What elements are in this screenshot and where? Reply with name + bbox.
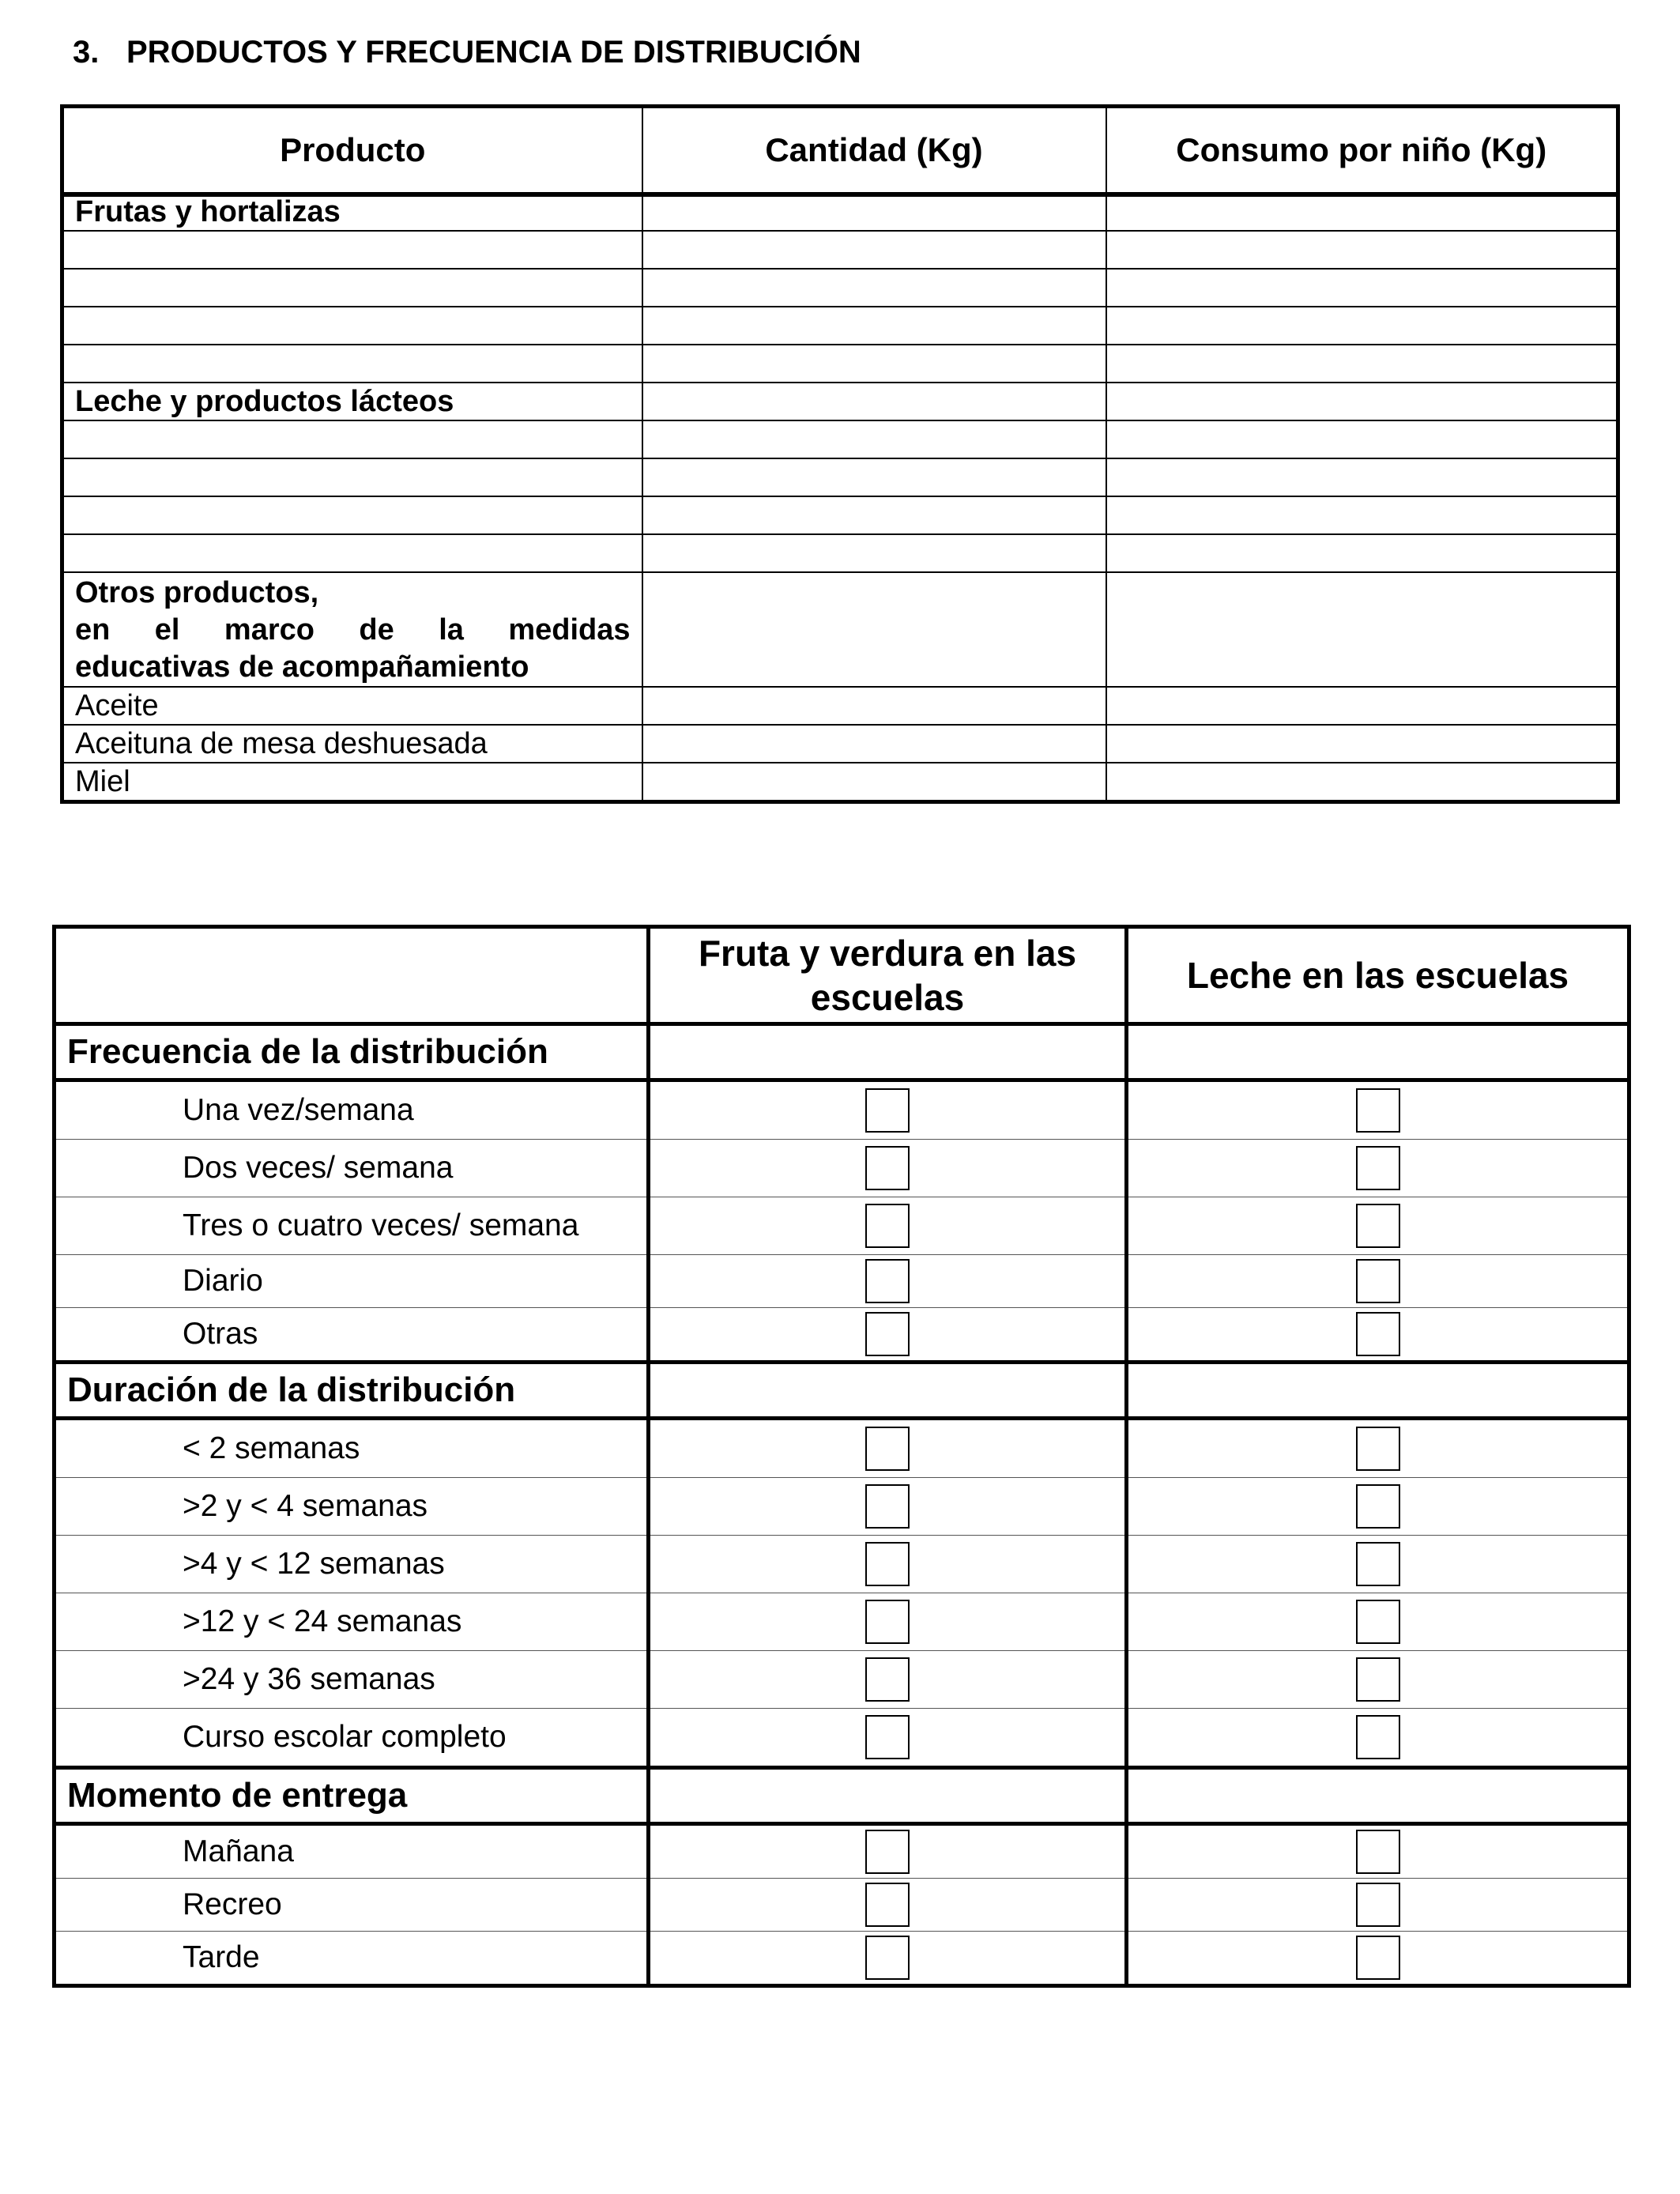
item-aceite: Aceite <box>62 687 642 725</box>
option-label: Tres o cuatro veces/ semana <box>55 1197 649 1255</box>
cantidad-cell[interactable] <box>642 496 1106 534</box>
header-fruta-verdura: Fruta y verdura en las escuelas <box>649 927 1127 1024</box>
cantidad-cell[interactable] <box>642 458 1106 496</box>
option-row <box>55 1080 1629 1140</box>
item-miel: Miel <box>62 763 642 802</box>
section-title: Momento de entrega <box>55 1768 649 1824</box>
option-row <box>55 1593 1629 1651</box>
section-title: Duración de la distribución <box>55 1363 649 1419</box>
option-label: Recreo <box>55 1879 649 1932</box>
consumo-cell[interactable] <box>1106 269 1618 307</box>
option-label: Mañana <box>55 1824 649 1879</box>
producto-cell[interactable] <box>62 534 642 572</box>
cantidad-cell[interactable] <box>642 383 1106 420</box>
option-label: Diario <box>55 1255 649 1308</box>
leche-checkbox[interactable] <box>1356 1259 1400 1303</box>
otros-line-3: educativas de acompañamiento <box>75 650 529 684</box>
leche-checkbox[interactable] <box>1356 1600 1400 1644</box>
leche-checkbox[interactable] <box>1356 1204 1400 1248</box>
cantidad-cell[interactable] <box>642 725 1106 763</box>
table-row <box>62 194 1618 231</box>
option-row <box>55 1478 1629 1536</box>
leche-checkbox[interactable] <box>1356 1883 1400 1927</box>
option-row <box>55 1419 1629 1478</box>
fruta-checkbox[interactable] <box>865 1484 910 1529</box>
option-row <box>55 1140 1629 1197</box>
fruta-checkbox[interactable] <box>865 1312 910 1356</box>
leche-checkbox[interactable] <box>1356 1146 1400 1190</box>
option-label: Dos veces/ semana <box>55 1140 649 1197</box>
distribution-table <box>52 925 1631 1988</box>
option-label: >4 y < 12 semanas <box>55 1536 649 1593</box>
table-row <box>62 420 1618 458</box>
empty-cell <box>649 1768 1127 1824</box>
products-header-row <box>62 107 1618 195</box>
section-title: Frecuencia de la distribución <box>55 1024 649 1080</box>
group-label-leche: Leche y productos lácteos <box>62 383 642 420</box>
table-row <box>62 534 1618 572</box>
empty-cell <box>649 1024 1127 1080</box>
header-consumo: Consumo por niño (Kg) <box>1106 107 1618 195</box>
option-label: Una vez/semana <box>55 1080 649 1140</box>
consumo-cell[interactable] <box>1106 383 1618 420</box>
table-row <box>62 763 1618 802</box>
consumo-cell[interactable] <box>1106 687 1618 725</box>
leche-checkbox[interactable] <box>1356 1715 1400 1759</box>
header-cantidad: Cantidad (Kg) <box>642 107 1106 195</box>
section-row-duracion <box>55 1363 1629 1419</box>
otros-line-2: en el marco de la medidas <box>75 613 631 647</box>
group-label-otros <box>62 572 642 687</box>
producto-cell[interactable] <box>62 496 642 534</box>
table-row <box>62 231 1618 269</box>
consumo-cell[interactable] <box>1106 458 1618 496</box>
section-title: PRODUCTOS Y FRECUENCIA DE DISTRIBUCIÓN <box>126 35 861 70</box>
section-number: 3. <box>73 35 100 70</box>
header-leche: Leche en las escuelas <box>1127 927 1629 1024</box>
option-label: Tarde <box>55 1932 649 1986</box>
cantidad-cell[interactable] <box>642 420 1106 458</box>
products-table <box>60 104 1620 804</box>
cantidad-cell[interactable] <box>642 687 1106 725</box>
producto-cell[interactable] <box>62 458 642 496</box>
fruta-checkbox[interactable] <box>865 1600 910 1644</box>
table-row <box>62 383 1618 420</box>
cantidad-cell[interactable] <box>642 345 1106 383</box>
consumo-cell[interactable] <box>1106 307 1618 345</box>
leche-checkbox[interactable] <box>1356 1936 1400 1980</box>
consumo-cell[interactable] <box>1106 725 1618 763</box>
consumo-cell[interactable] <box>1106 496 1618 534</box>
empty-cell <box>649 1363 1127 1419</box>
cantidad-cell[interactable] <box>642 572 1106 687</box>
fruta-checkbox[interactable] <box>865 1542 910 1586</box>
leche-checkbox[interactable] <box>1356 1830 1400 1874</box>
option-row <box>55 1824 1629 1879</box>
fruta-checkbox[interactable] <box>865 1259 910 1303</box>
leche-checkbox[interactable] <box>1356 1542 1400 1586</box>
table-row <box>62 572 1618 687</box>
option-row <box>55 1879 1629 1932</box>
option-label: >12 y < 24 semanas <box>55 1593 649 1651</box>
fruta-checkbox[interactable] <box>865 1830 910 1874</box>
option-row <box>55 1197 1629 1255</box>
cantidad-cell[interactable] <box>642 763 1106 802</box>
leche-checkbox[interactable] <box>1356 1484 1400 1529</box>
table-row <box>62 269 1618 307</box>
cantidad-cell[interactable] <box>642 194 1106 231</box>
option-row <box>55 1709 1629 1768</box>
consumo-cell[interactable] <box>1106 194 1618 231</box>
option-row <box>55 1651 1629 1709</box>
option-label: Otras <box>55 1308 649 1363</box>
fruta-checkbox[interactable] <box>865 1657 910 1702</box>
leche-checkbox[interactable] <box>1356 1427 1400 1471</box>
option-row <box>55 1932 1629 1986</box>
option-row <box>55 1536 1629 1593</box>
empty-cell <box>1127 1363 1629 1419</box>
producto-cell[interactable] <box>62 345 642 383</box>
consumo-cell[interactable] <box>1106 534 1618 572</box>
consumo-cell[interactable] <box>1106 763 1618 802</box>
section-heading <box>73 35 861 70</box>
table-row <box>62 687 1618 725</box>
leche-checkbox[interactable] <box>1356 1312 1400 1356</box>
option-label: Curso escolar completo <box>55 1709 649 1768</box>
header-empty <box>55 927 649 1024</box>
table-row <box>62 725 1618 763</box>
table-row <box>62 345 1618 383</box>
option-label: >24 y 36 semanas <box>55 1651 649 1709</box>
consumo-cell[interactable] <box>1106 345 1618 383</box>
fruta-checkbox[interactable] <box>865 1715 910 1759</box>
fruta-checkbox[interactable] <box>865 1146 910 1190</box>
otros-line-1: Otros productos, <box>75 576 319 609</box>
table-row <box>62 458 1618 496</box>
producto-cell[interactable] <box>62 307 642 345</box>
fruta-checkbox[interactable] <box>865 1883 910 1927</box>
consumo-cell[interactable] <box>1106 420 1618 458</box>
producto-cell[interactable] <box>62 231 642 269</box>
empty-cell <box>1127 1768 1629 1824</box>
option-row <box>55 1255 1629 1308</box>
empty-cell <box>1127 1024 1629 1080</box>
producto-cell[interactable] <box>62 420 642 458</box>
table-row <box>62 496 1618 534</box>
cantidad-cell[interactable] <box>642 269 1106 307</box>
group-label-frutas: Frutas y hortalizas <box>62 194 642 231</box>
fruta-checkbox[interactable] <box>865 1936 910 1980</box>
section-row-frecuencia <box>55 1024 1629 1080</box>
option-label: >2 y < 4 semanas <box>55 1478 649 1536</box>
fruta-checkbox[interactable] <box>865 1088 910 1133</box>
producto-cell[interactable] <box>62 269 642 307</box>
distribution-header-row <box>55 927 1629 1024</box>
option-label: < 2 semanas <box>55 1419 649 1478</box>
fruta-checkbox[interactable] <box>865 1204 910 1248</box>
leche-checkbox[interactable] <box>1356 1657 1400 1702</box>
option-row <box>55 1308 1629 1363</box>
consumo-cell[interactable] <box>1106 231 1618 269</box>
leche-checkbox[interactable] <box>1356 1088 1400 1133</box>
cantidad-cell[interactable] <box>642 307 1106 345</box>
item-aceituna: Aceituna de mesa deshuesada <box>62 725 642 763</box>
consumo-cell[interactable] <box>1106 572 1618 687</box>
cantidad-cell[interactable] <box>642 231 1106 269</box>
section-row-momento <box>55 1768 1629 1824</box>
fruta-checkbox[interactable] <box>865 1427 910 1471</box>
header-producto: Producto <box>62 107 642 195</box>
cantidad-cell[interactable] <box>642 534 1106 572</box>
table-row <box>62 307 1618 345</box>
